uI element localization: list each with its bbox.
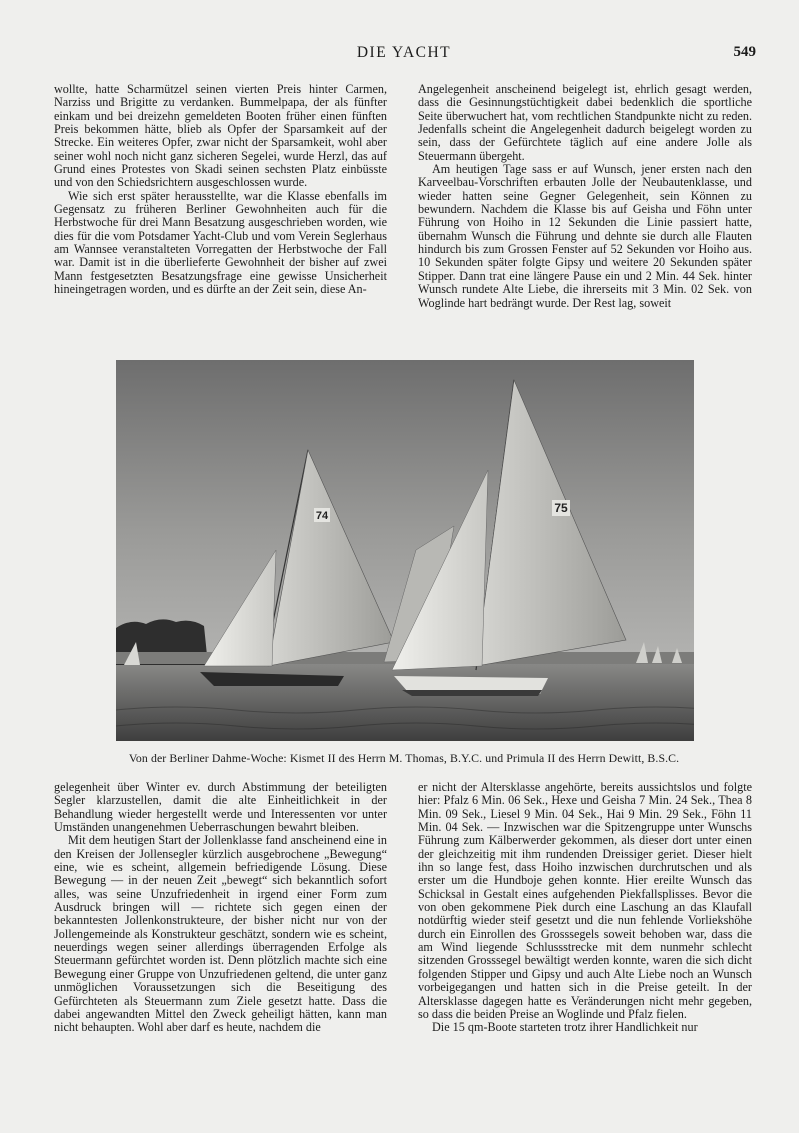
paragraph: wollte, hatte Scharmützel seinen vierten Preis hinter Carmen, Narziss und Brigitte zu verdanken. Bummelpapa, der als fünfter einkam und bei dreizehn gemeldeten Booten früher einen fünften Preis bekommen hätte, blieb als Opfer der Sparsamkeit auf der Strecke. Ein weiteres Opfer, zwar nicht der Sparsamkeit, wohl aber seiner wohl noch nicht ganz sicheren Segelei, wurde Herzl, das auf Grund eines Protestes von Skadi seinen sechsten Platz einbüsste und von den Schiedsrichtern ausgeschlossen wurde. (54, 82, 387, 190)
sail-number-74: 74 (315, 510, 329, 522)
paragraph: Mit dem heutigen Start der Jollenklasse fand anscheinend eine in den Kreisen der Jollensegler kürzlich ausgebrochene „Bewegung“ eine, wie es scheint, allgemein befriedigende Lösung. Diese Bewegung — in der neuen Zeit „bewegt“ sich bekanntlich sofort alles, was seine Unzufriedenheit in irgend einer Form zum Ausdruck bringen will — richtete sich gegen einen der bekanntesten Jollenkonstrukteure, der bisher nicht nur von der Jollengemeinde als Konstrukteur geschätzt, sondern wie es scheint, neuerdings wegen seiner allerdings überragenden Erfolge als Steuermann gefürchtet worden ist. Denn plötzlich machte sich eine Bewegung einer Gruppe von Unzufriedenen geltend, die unter ganz unmöglichen Voraussetzungen sich die Beseitigung des Gefürchteten als Steuermann zum Ziele gesetzt hatte. Dass die dabei angewandten Mittel den Zweck geheiligt hätten, kann man nicht behaupten. Wohl aber darf es heute, nachdem die (54, 833, 387, 1035)
paragraph: er nicht der Altersklasse angehörte, bereits aussichtslos und folgte hier: Pfalz 6 Min. 06 Sek., Hexe und Geisha 7 Min. 24 Sek., Thea 8 Min. 09 Sek., Liesel 9 Min. 04 Sek., Hai 9 Min. 29 Sek., Föhn 11 Min. 04 Sek. — Inzwischen war die Spitzengruppe unter Wunschs Führung zum Kälberwerder gekommen, als dieser dort unter einen der gleichzeitig mit ihm rundenden Dreissiger geriet. Dieser hielt ihn so lange fest, dass Hoiho inzwischen durchrutschen und als erster um die Hundboje gehen konnte. Hier ereilte Wunsch das Schicksal in Gestalt eines aufgehenden Piekfallsplisses. Bevor die von oben gekommene Piek durch eine Laschung an das Klaufall notdürftig wieder steif gesetzt und die nun fehlende Vorliekshöhe durch ein Einrollen des Grosssegels soweit behoben war, dass die am Wind liegende Schlussstrecke mit dem nunmehr schlecht sitzenden Grosssegel bewältigt werden konnte, waren die sich dicht folgenden Stipper und Gipsy und auch Alte Liebe noch an Wunsch vorbeigegangen und hatten sich in die Preise geteilt. In der Altersklasse dagegen hatte es Veränderungen nicht mehr gegeben, so dass die beiden Preise an Woglinde und Pfalz fielen. (418, 780, 752, 1021)
sailboats-illustration (116, 360, 694, 741)
right-column-top (418, 83, 752, 310)
paragraph: Angelegenheit anscheinend beigelegt ist, ehrlich gesagt werden, dass die Gesinnungstüchtigkeit dabei bedenklich die sportliche Seite überwuchert hat, vom rechtlichen Standpunkte nicht zu reden. Jedenfalls scheint die Angelegenheit dadurch beigelegt worden zu sein, dass der Gefürchtete täglich auf eine andere Jolle als Steuermann übergeht. (418, 82, 752, 163)
sailing-photograph (116, 360, 694, 741)
left-column-bottom (54, 781, 387, 1035)
page-number: 549 (733, 44, 756, 60)
right-column-bottom (418, 781, 752, 1035)
page-header (52, 44, 756, 68)
paragraph: Wie sich erst später herausstellte, war die Klasse ebenfalls im Gegensatz zu früheren Berliner Gewohnheiten auch für die Herbstwoche für drei Mann Besatzung ausgeschrieben worden, wie dies für die vom Potsdamer Yacht-Club und vom Verein Seglerhaus am Wannsee veranstalteten Vorregatten der Herbstwoche der Fall war. Damit ist in die überlieferte Gewohnheit der bisher auf zwei Mann festgesetzten Besatzungsfrage eine gewisse Unsicherheit hineingetragen worden, und es dürfte an der Zeit sein, diese An- (54, 188, 387, 297)
paragraph: Am heutigen Tage sass er auf Wunsch, jener ersten nach den Karveelbau-Vorschriften erbauten Jolle der Neubautenklasse, und wieder hatten seine Gegner Gelegenheit, sein Können zu bewundern. Nachdem die Klasse bis auf Geisha und Föhn unter Führung von Hoiho in 12 Sekunden die Linie passiert hatte, übernahm Wunsch die Führung und dehnte sie durch alle Flauten hindurch bis zum Grossen Fenster auf 52 Sekunden vor Hoiho aus. 10 Sekunden später folgte Gipsy und weitere 20 Sekunden später Stipper. Dann trat eine längere Pause ein und 2 Min. 44 Sek. hinter Wunsch rundete Alte Liebe, die ihrerseits mit 3 Min. 02 Sek. von Woglinde hart bedrängt wurde. Der Rest lag, soweit (418, 162, 752, 310)
sail-number-75: 75 (554, 501, 568, 515)
paragraph: gelegenheit über Winter ev. durch Abstimmung der beteiligten Segler klarzustellen, damit die alte Einheitlichkeit in der Behandlung wieder hergestellt werde und Interessenten vor unter Umständen unangenehmen Ueberraschungen bewahrt bleiben. (54, 780, 387, 835)
paragraph: Die 15 qm-Boote starteten trotz ihrer Handlichkeit nur (432, 1020, 698, 1035)
figure-caption: Von der Berliner Dahme-Woche: Kismet II des Herrn M. Thomas, B.Y.C. und Primula II des Herrn Dewitt, B.S.C. (128, 751, 680, 765)
running-title: DIE YACHT (356, 44, 452, 61)
left-column-top (54, 83, 387, 297)
